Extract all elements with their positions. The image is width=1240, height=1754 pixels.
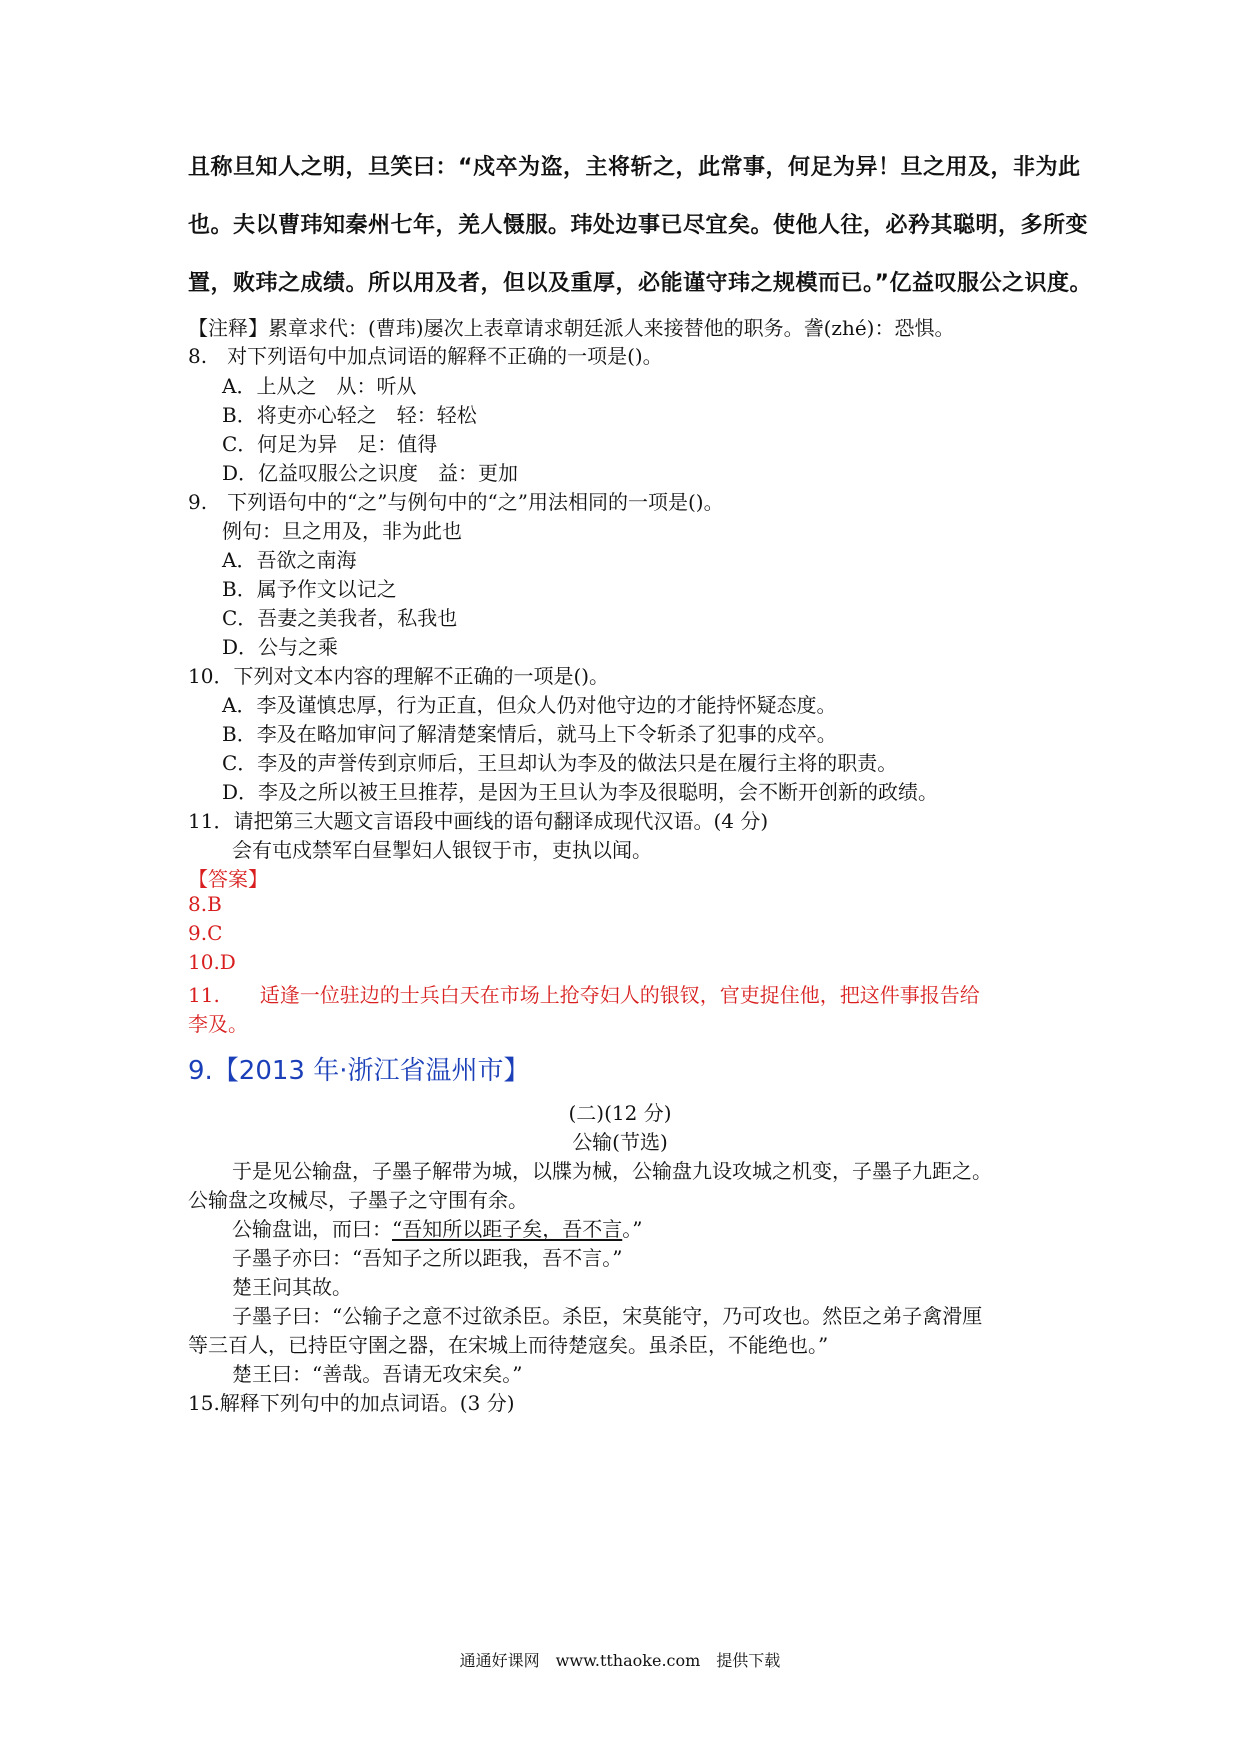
- paragraph-2-prefix: 公输盘诎，而曰：: [232, 1217, 392, 1241]
- answer-11-line-2: 李及。: [188, 1012, 248, 1036]
- passage-paragraph-6: 楚王曰：“善哉。吾请无攻宋矣。”: [232, 1362, 523, 1386]
- question-8-stem: 8. 对下列语句中加点词语的解释不正确的一项是()。: [188, 344, 663, 368]
- page-footer: 通通好课网 www.tthaoke.com 提供下载: [459, 1651, 781, 1670]
- answer-8: 8.B: [188, 892, 222, 916]
- question-10-option-d: D．李及之所以被王旦推荐，是因为王旦认为李及很聪明，会不断开创新的政绩。: [222, 780, 939, 804]
- question-10-option-b: B．李及在略加审问了解清楚案情后，就马上下令斩杀了犯事的戍卒。: [222, 722, 837, 746]
- passage-paragraph-5-line-2: 等三百人，已持臣守圉之器，在宋城上而待楚寇矣。虽杀臣，不能绝也。”: [188, 1333, 829, 1357]
- section-heading: 9.【2013 年·浙江省温州市】: [188, 1056, 530, 1086]
- question-10-option-a: A．李及谨慎忠厚，行为正直，但众人仍对他守边的才能持怀疑态度。: [222, 693, 837, 717]
- question-8-option-d: D．亿益叹服公之识度 益：更加: [222, 461, 519, 485]
- answer-11-line-1: 11. 适逢一位驻边的士兵白天在市场上抢夺妇人的银钗，官吏捉住他，把这件事报告给: [188, 983, 980, 1007]
- passage-paragraph-3: 子墨子亦曰：“吾知子之所以距我，吾不言。”: [232, 1246, 623, 1270]
- answer-10: 10.D: [188, 950, 236, 974]
- question-9-option-c: C．吾妻之美我者，私我也: [222, 606, 458, 630]
- question-9-option-b: B．属予作文以记之: [222, 577, 397, 601]
- question-11-sentence: 会有屯戍禁军白昼掣妇人银钗于市，吏执以闻。: [232, 838, 652, 862]
- answer-9: 9.C: [188, 921, 223, 945]
- note: 【注释】累章求代：(曹玮)屡次上表章请求朝廷派人来接替他的职务。詟(zhé)：恐惧。: [188, 316, 955, 340]
- question-9-stem: 9. 下列语句中的“之”与例句中的“之”用法相同的一项是()。: [188, 490, 724, 514]
- question-9-option-d: D．公与之乘: [222, 635, 339, 659]
- question-11-stem: 11．请把第三大题文言语段中画线的语句翻译成现代汉语。(4 分): [188, 809, 769, 833]
- passage-line-1: 且称旦知人之明，旦笑曰：“戍卒为盗，主将斩之，此常事，何足为异！旦之用及，非为此: [188, 155, 1081, 180]
- question-10-stem: 10．下列对文本内容的理解不正确的一项是()。: [188, 664, 610, 688]
- question-9-example: 例句：旦之用及，非为此也: [222, 519, 462, 543]
- underlined-sentence: “吾知所以距子矣，吾不言: [392, 1217, 623, 1241]
- passage-paragraph-5-line-1: 子墨子曰：“公输子之意不过欲杀臣。杀臣，宋莫能守，乃可攻也。然臣之弟子禽滑厘: [232, 1304, 983, 1328]
- question-8-option-b: B．将吏亦心轻之 轻：轻松: [222, 403, 477, 427]
- section-part: (二)(12 分): [568, 1101, 672, 1125]
- paragraph-2-suffix: 。”: [622, 1217, 643, 1241]
- question-8-option-a: A．上从之 从：听从: [222, 374, 417, 398]
- question-15-stem: 15.解释下列句中的加点词语。(3 分): [188, 1391, 515, 1415]
- answers-label: 【答案】: [188, 867, 268, 891]
- passage-paragraph-4: 楚王问其故。: [232, 1275, 352, 1299]
- section-title: 公输(节选): [572, 1130, 668, 1154]
- passage-paragraph-1-line-1: 于是见公输盘，子墨子解带为城，以牒为械，公输盘九设攻城之机变，子墨子九距之。: [232, 1159, 992, 1183]
- passage-paragraph-1-line-2: 公输盘之攻械尽，子墨子之守围有余。: [188, 1188, 528, 1212]
- question-10-option-c: C．李及的声誉传到京师后，王旦却认为李及的做法只是在履行主将的职责。: [222, 751, 898, 775]
- passage-line-3: 置，败玮之成绩。所以用及者，但以及重厚，必能谨守玮之规模而已。”亿益叹服公之识度。: [188, 271, 1092, 296]
- question-8-option-c: C．何足为异 足：值得: [222, 432, 438, 456]
- question-9-option-a: A．吾欲之南海: [222, 548, 357, 572]
- passage-line-2: 也。夫以曹玮知秦州七年，羌人慑服。玮处边事已尽宜矣。使他人往，必矜其聪明，多所变: [188, 213, 1089, 238]
- passage-paragraph-2: [232, 1213, 642, 1242]
